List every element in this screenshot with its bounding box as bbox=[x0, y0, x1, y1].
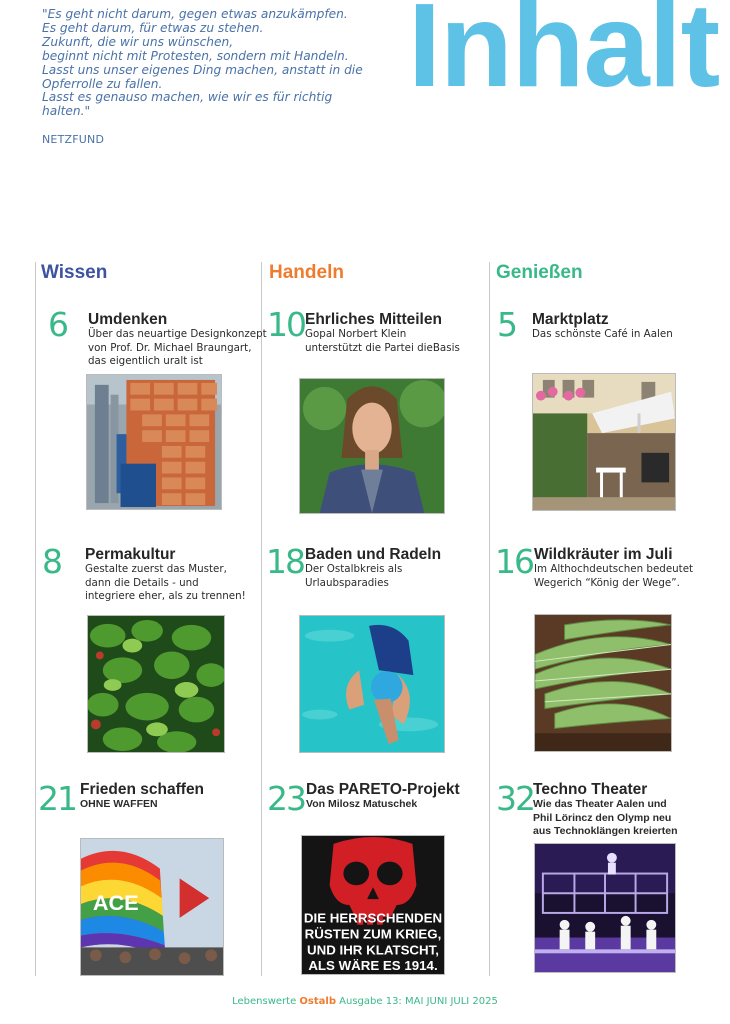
quote-line: Zukunft, die wir uns wünschen, bbox=[42, 34, 234, 49]
entry-page-number: 6 bbox=[48, 305, 67, 344]
plantain-leaves-photo[interactable] bbox=[534, 614, 672, 752]
entry-title-frieden-schaffen[interactable]: Frieden schaffen bbox=[80, 781, 205, 798]
column-heading-wissen: Wissen bbox=[41, 262, 108, 283]
entry-description: Im Althochdeutschen bedeutet Wegerich “König der Wege”. bbox=[534, 563, 694, 589]
entry-description: Von Milosz Matuschek bbox=[306, 798, 418, 810]
quote-line: beginnt nicht mit Protesten, sondern mit Handeln. bbox=[42, 48, 349, 63]
entry-title-baden-und-radeln[interactable]: Baden und Radeln bbox=[305, 546, 442, 563]
entry-description: Wie das Theater Aalen und Phil Lörincz den Olymp neu aus Technoklängen kreierten bbox=[533, 798, 678, 838]
entry-page-number: 32 bbox=[496, 779, 534, 818]
portrait-photo[interactable] bbox=[299, 378, 445, 514]
entry-page-number: 5 bbox=[497, 305, 516, 344]
peace-flag-photo[interactable] bbox=[80, 838, 224, 976]
column-heading-handeln: Handeln bbox=[269, 262, 344, 283]
entry-title-techno-theater[interactable]: Techno Theater bbox=[533, 781, 648, 798]
swimmer-photo[interactable] bbox=[299, 615, 445, 753]
entry-page-number: 8 bbox=[42, 542, 61, 581]
entry-page-number: 18 bbox=[266, 542, 304, 581]
entry-title-das-pareto-projekt[interactable]: Das PARETO-Projekt bbox=[306, 781, 460, 798]
footer-issue: Ausgabe 13: MAI JUNI JULI 2025 bbox=[335, 996, 498, 1007]
entry-description: Der Ostalbkreis als Urlaubsparadies bbox=[305, 563, 403, 589]
entry-title-marktplatz[interactable]: Marktplatz bbox=[532, 311, 609, 328]
cafe-photo[interactable] bbox=[532, 373, 676, 511]
green-leaves-photo[interactable] bbox=[87, 615, 225, 753]
entry-description: Über das neuartige Designkonzept von Prof. Dr. Michael Braungart, das eigentlich uralt ist bbox=[88, 328, 267, 368]
entry-description: Gopal Norbert Klein unterstützt die Partei dieBasis bbox=[305, 328, 460, 354]
entry-description: Gestalte zuerst das Muster, dann die Details - und integriere eher, als zu trennen! bbox=[85, 563, 246, 603]
quote-source: NETZFUND bbox=[42, 133, 105, 146]
quote-line: Opferrolle zu fallen. bbox=[42, 76, 163, 91]
column-heading-geniessen: Genießen bbox=[496, 262, 583, 283]
quote-line: Lasst uns unser eigenes Ding machen, anstatt in die bbox=[42, 62, 363, 77]
entry-page-number: 21 bbox=[38, 779, 76, 818]
footer-prefix: Lebenswerte bbox=[232, 996, 300, 1007]
stage-photo[interactable] bbox=[534, 843, 676, 973]
quote-line: Lasst es genauso machen, wie wir es für richtig bbox=[42, 90, 333, 105]
poster-line: ALS WÄRE ES 1914. bbox=[308, 958, 438, 974]
quote-line: "Es geht nicht darum, gegen etwas anzukämpfen. bbox=[42, 7, 348, 21]
entry-title-permakultur[interactable]: Permakultur bbox=[85, 546, 176, 563]
intro-quote bbox=[42, 8, 402, 119]
entry-title-umdenken[interactable]: Umdenken bbox=[88, 311, 168, 328]
footer-brand: Ostalb bbox=[299, 996, 336, 1007]
column-divider bbox=[489, 262, 490, 976]
entry-page-number: 23 bbox=[267, 779, 305, 818]
entry-title-ehrliches-mitteilen[interactable]: Ehrliches Mitteilen bbox=[305, 311, 442, 328]
entry-page-number: 10 bbox=[267, 305, 305, 344]
poster-line: RÜSTEN ZUM KRIEG, bbox=[304, 926, 442, 942]
svg-text:ACE: ACE bbox=[92, 889, 139, 915]
column-divider bbox=[35, 262, 36, 976]
entry-description: OHNE WAFFEN bbox=[80, 798, 158, 810]
skull-poster[interactable] bbox=[301, 835, 445, 975]
entry-title-wildkraeuter-im-juli[interactable]: Wildkräuter im Juli bbox=[534, 546, 673, 563]
page-title: Inhalt bbox=[408, 0, 720, 112]
poster-line: DIE HERRSCHENDEN bbox=[303, 910, 443, 926]
quote-line: halten." bbox=[42, 104, 91, 119]
entry-page-number: 16 bbox=[495, 542, 533, 581]
entry-description: Das schönste Café in Aalen bbox=[532, 328, 673, 340]
quote-line: Es geht darum, für etwas zu stehen. bbox=[42, 20, 264, 35]
issue-footer bbox=[0, 996, 730, 1007]
brick-stack-photo[interactable] bbox=[86, 374, 222, 510]
poster-line: UND IHR KLATSCHT, bbox=[306, 942, 440, 958]
